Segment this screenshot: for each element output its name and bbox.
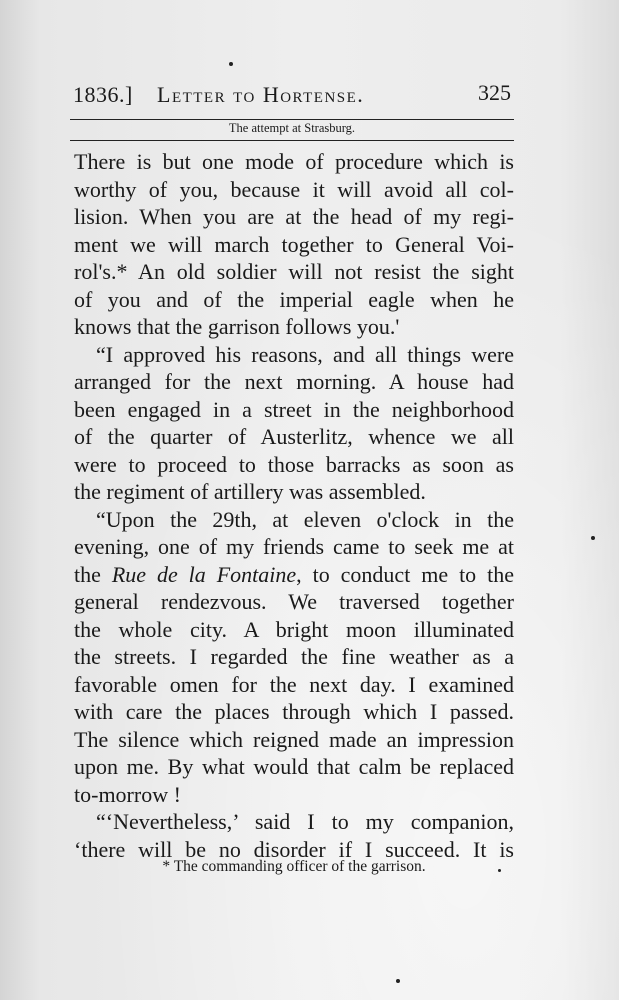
text-line: with care the places through which I passed. (74, 699, 514, 724)
text-line: general rendezvous. We traversed together (74, 589, 514, 614)
page-number: 325 (478, 80, 511, 105)
text-segment: , to conduct me to the (296, 561, 514, 587)
text-segment: the (74, 561, 112, 587)
text-line: the regiment of artillery was assembled. (74, 479, 426, 504)
print-speck (396, 979, 400, 983)
text-line: were to proceed to those barracks as soon as (74, 451, 514, 477)
chapter-subheading: The attempt at Strasburg. (228, 121, 356, 135)
text-line: knows that the garrison follows you.' (74, 314, 400, 339)
text-line: evening, one of my friends came to seek me at (74, 534, 514, 559)
print-speck (229, 62, 233, 66)
text-line (74, 561, 514, 589)
header-rule-top (70, 119, 514, 120)
text-line: ment we will march together to General Voi- (74, 231, 514, 257)
italic-place-name: Rue de la Fontaine (111, 561, 297, 587)
header-rule-bottom (70, 140, 514, 141)
header-year: 1836.] (73, 82, 133, 107)
print-speck (591, 536, 595, 540)
text-line: worthy of you, because it will avoid all col- (74, 176, 514, 202)
text-line: the whole city. A bright moon illuminated (74, 616, 514, 642)
footnote: * The commanding officer of the garrison. (162, 858, 426, 875)
text-line: “I approved his reasons, and all things were (96, 341, 514, 367)
text-line: the streets. I regarded the fine weather as a (74, 644, 514, 669)
text-line: ‘there will be no disorder if I succeed. It is (74, 836, 514, 862)
text-line: upon me. By what would that calm be replaced (74, 754, 514, 779)
text-line: been engaged in a street in the neighborhood (74, 396, 514, 422)
header-title: Letter to Hortense. (157, 82, 365, 107)
text-line: to-morrow ! (74, 781, 181, 807)
text-line: favorable omen for the next day. I examined (74, 671, 514, 697)
text-line: “Upon the 29th, at eleven o'clock in the (96, 506, 514, 532)
text-line: There is but one mode of procedure which is (74, 149, 514, 174)
running-head (73, 78, 513, 114)
print-speck (498, 869, 501, 872)
text-line: arranged for the next morning. A house had (74, 369, 514, 394)
text-line: of the quarter of Austerlitz, whence we all (74, 424, 514, 449)
text-line: of you and of the imperial eagle when he (74, 286, 514, 312)
text-line: “‘Nevertheless,’ said I to my companion, (96, 809, 514, 834)
body-text (74, 148, 514, 863)
text-line: The silence which reigned made an impression (74, 726, 514, 752)
text-line: rol's.* An old soldier will not resist the sight (74, 259, 514, 284)
text-line: lision. When you are at the head of my regi- (74, 204, 514, 229)
